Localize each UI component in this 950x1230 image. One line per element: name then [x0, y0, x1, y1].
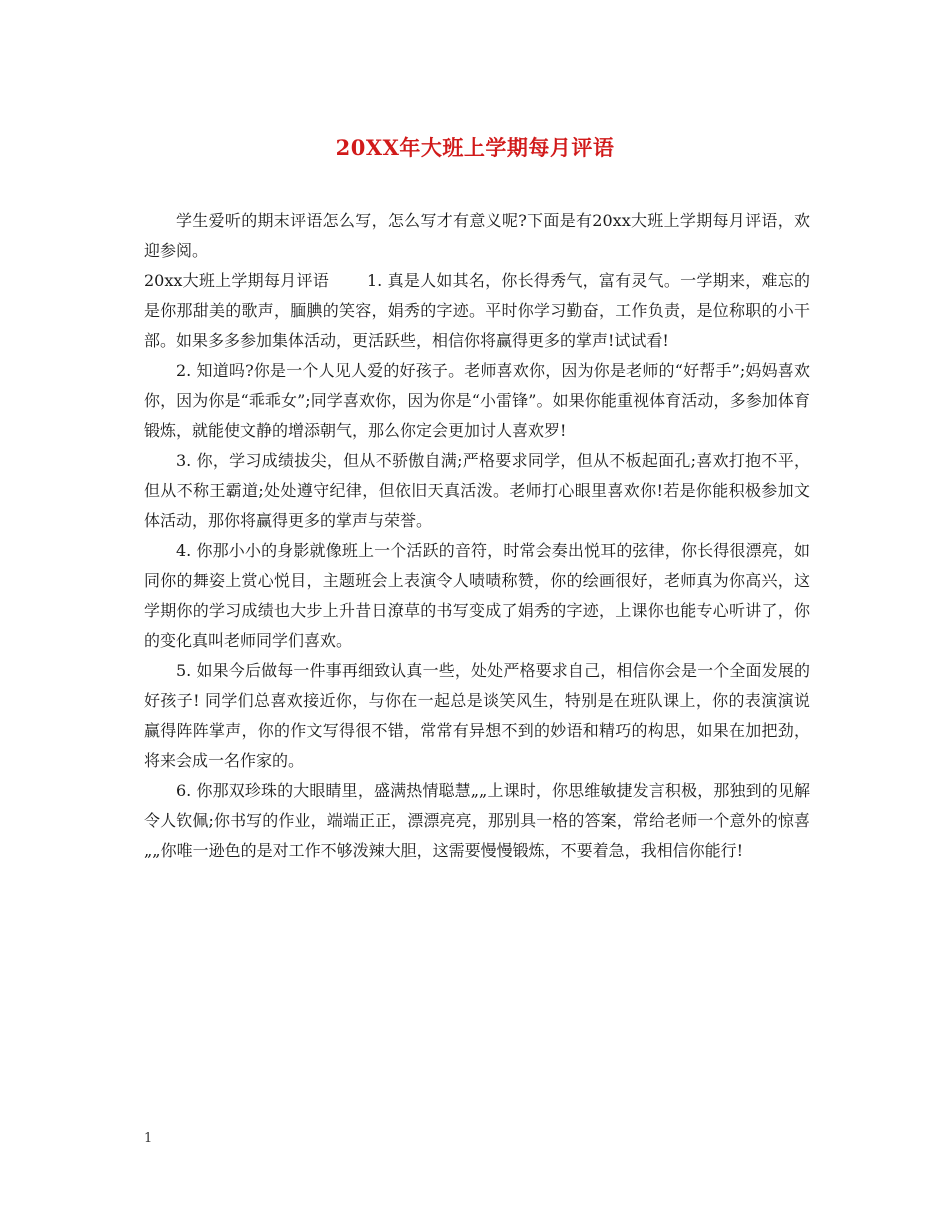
document-body: [144, 206, 810, 866]
page-number: 1: [144, 1131, 153, 1146]
entry-3: 3. 你，学习成绩拔尖，但从不骄傲自满;严格要求同学，但从不板起面孔;喜欢打抱不平，但从不称王霸道;处处遵守纪律，但依旧天真活泼。老师打心眼里喜欢你!若是你能积极参加文体活动，那你将赢得更多的掌声与荣誉。: [144, 451, 810, 530]
entry-4: 4. 你那小小的身影就像班上一个活跃的音符，时常会奏出悦耳的弦律，你长得很漂亮，如同你的舞姿上赏心悦目，主题班会上表演令人啧啧称赞，你的绘画很好，老师真为你高兴，这学期你的学习成绩也大步上升昔日潦草的书写变成了娟秀的字迹，上课你也能专心听讲了，你的变化真叫老师同学们喜欢。: [144, 541, 810, 650]
section-label: 20xx大班上学期每月评语: [144, 271, 329, 290]
intro-paragraph: 学生爱听的期末评语怎么写，怎么写才有意义呢?下面是有20xx大班上学期每月评语，欢迎参阅。: [144, 211, 810, 260]
entry-2: 2. 知道吗?你是一个人见人爱的好孩子。老师喜欢你，因为你是老师的“好帮手”;妈妈喜欢你，因为你是“乖乖女”;同学喜欢你，因为你是“小雷锋”。如果你能重视体育活动，多参加体育锻炼，就能使文静的增添朝气，那么你定会更加讨人喜欢罗!: [144, 361, 810, 440]
document-title: 20XX年大班上学期每月评语: [335, 135, 615, 160]
entry-1: 1. 真是人如其名，你长得秀气，富有灵气。一学期来，难忘的是你那甜美的歌声，腼腆的笑容，娟秀的字迹。平时你学习勤奋，工作负责，是位称职的小干部。如果多多参加集体活动，更活跃些，相信你将赢得更多的掌声!试试看!: [144, 271, 810, 350]
entry-6: 6. 你那双珍珠的大眼睛里，盛满热情聪慧„„上课时，你思维敏捷发言积极，那独到的见解令人钦佩;你书写的作业，端端正正，漂漂亮亮，那别具一格的答案，常给老师一个意外的惊喜„„你唯一逊色的是对工作不够泼辣大胆，这需要慢慢锻炼，不要着急，我相信你能行!: [144, 781, 810, 860]
entry-5: 5. 如果今后做每一件事再细致认真一些，处处严格要求自己，相信你会是一个全面发展的好孩子! 同学们总喜欢接近你，与你在一起总是谈笑风生，特别是在班队课上，你的表演演说赢得阵阵掌声，你的作文写得很不错，常常有异想不到的妙语和精巧的构思，如果在加把劲，将来会成一名作家的。: [144, 661, 810, 770]
first-entry-paragraph: [144, 266, 810, 356]
